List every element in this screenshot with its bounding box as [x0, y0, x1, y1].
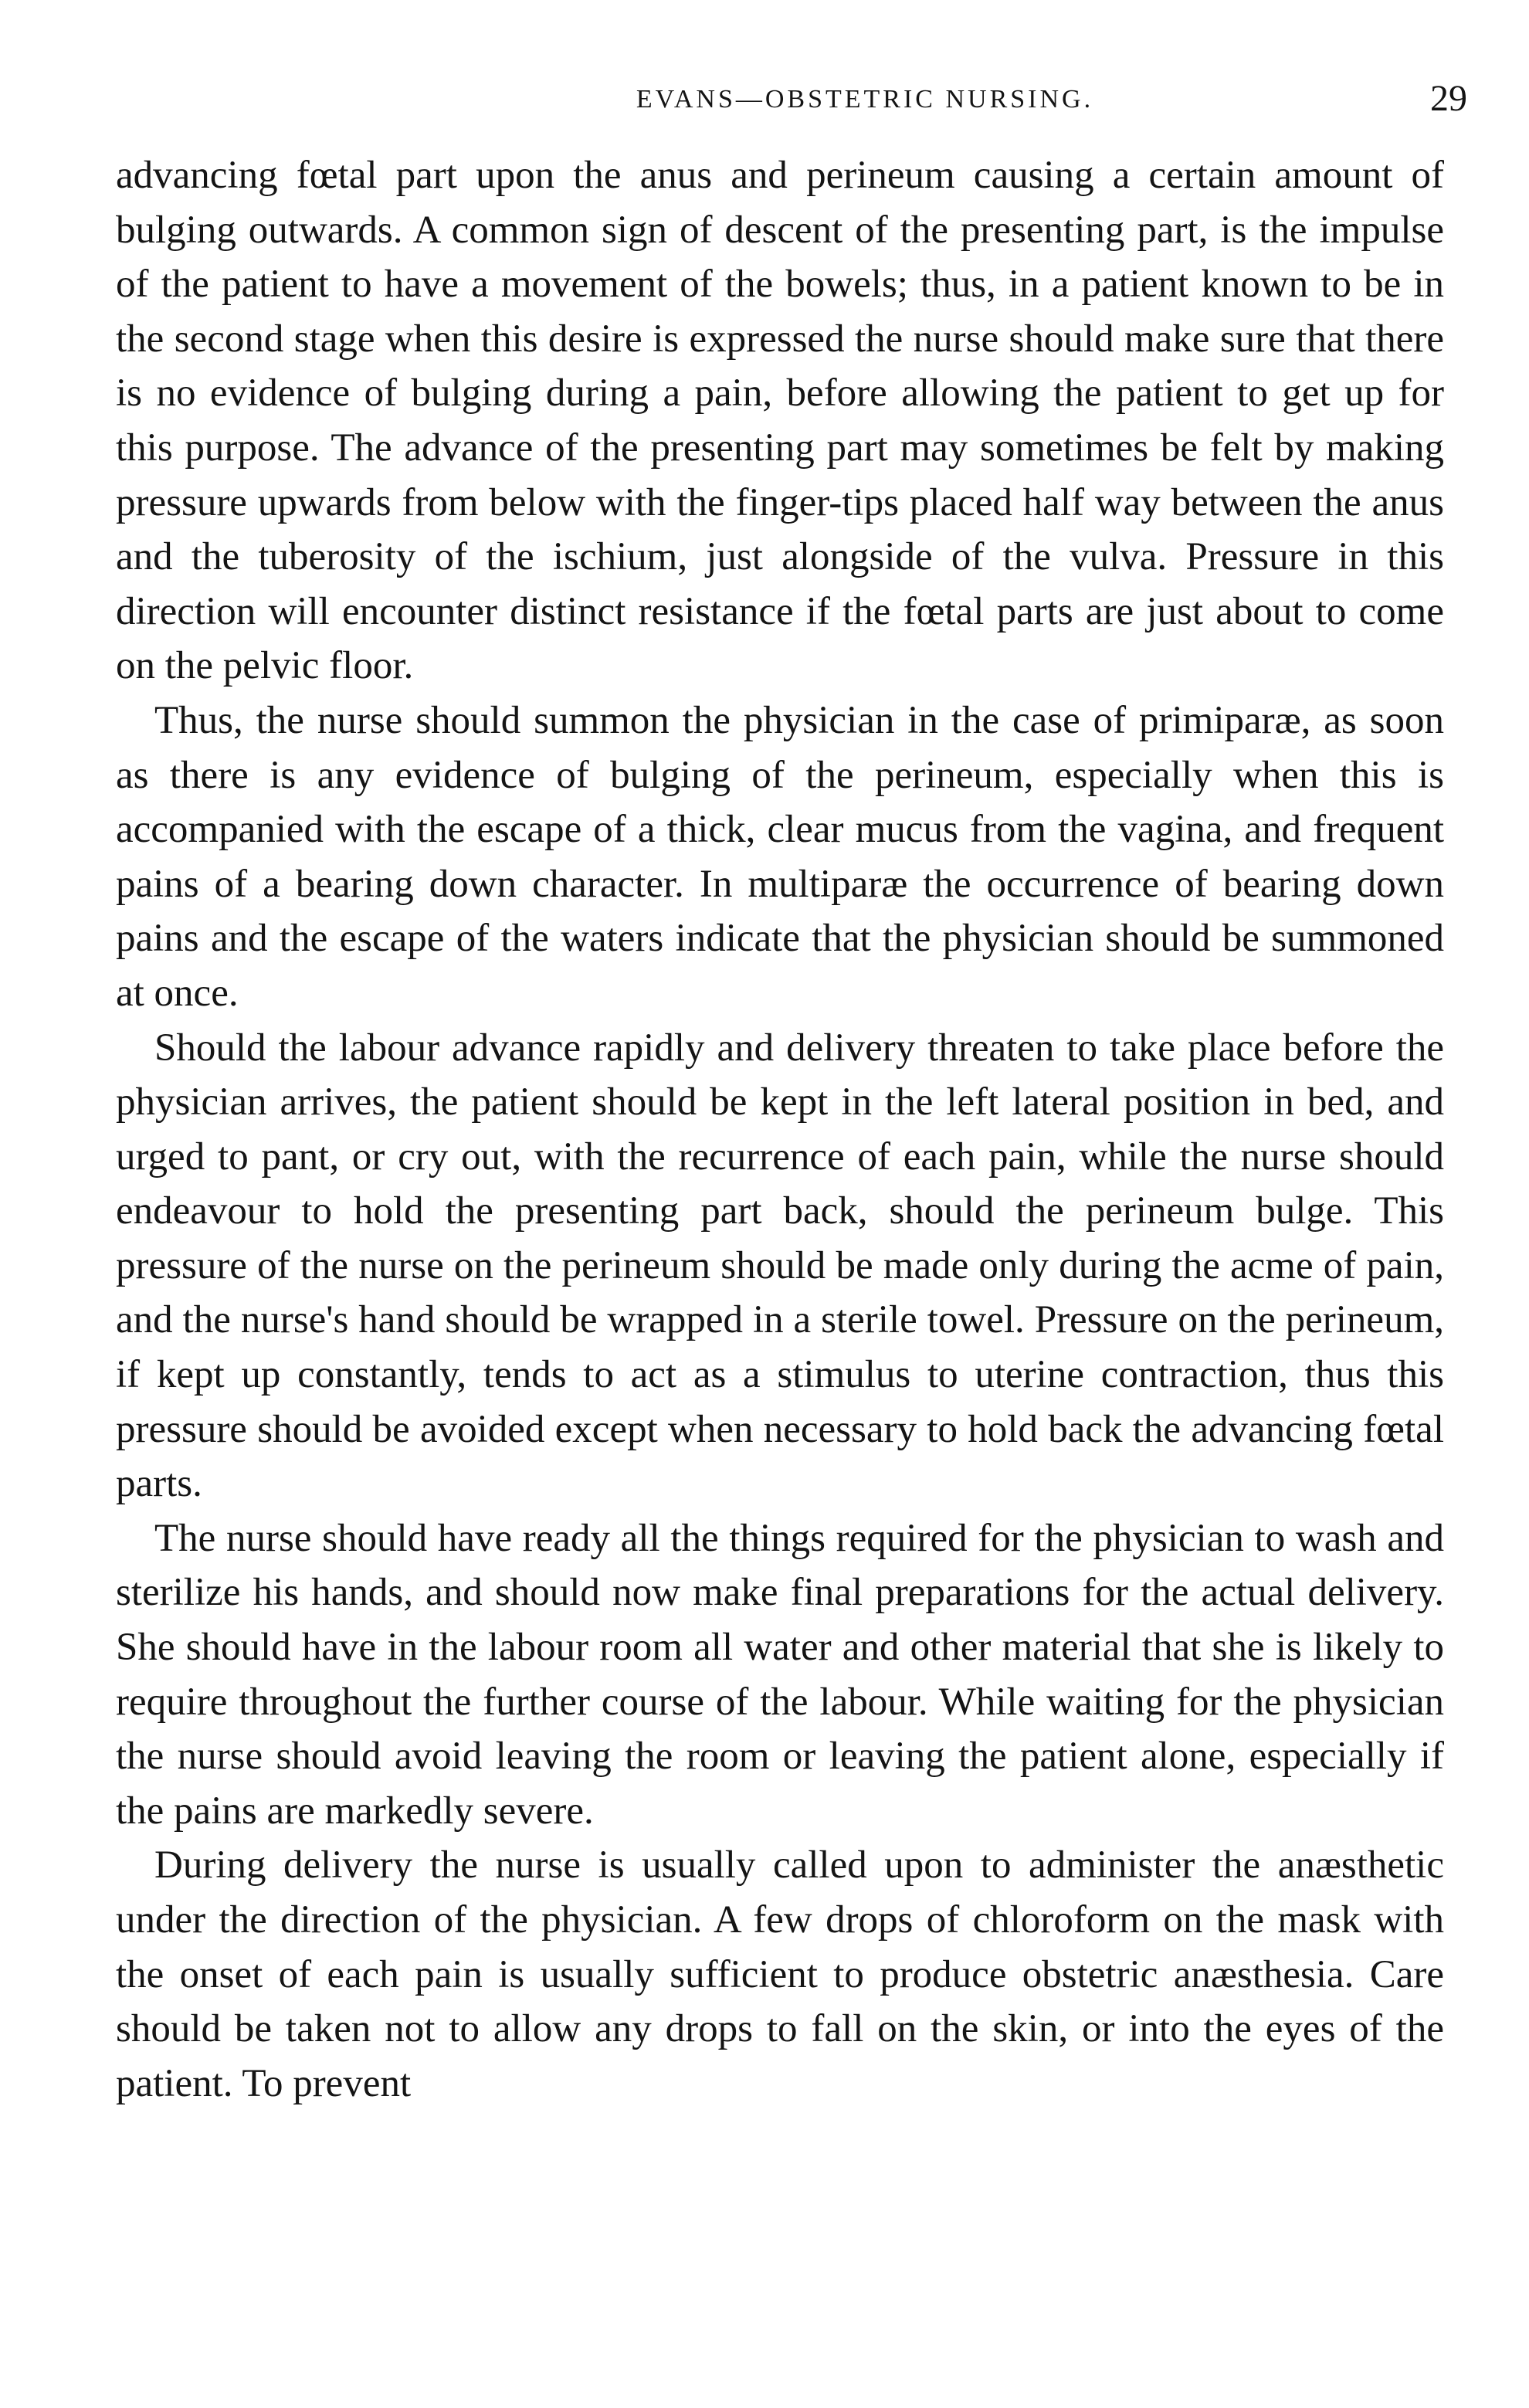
running-head-title: EVANS—OBSTETRIC NURSING.: [636, 85, 1094, 114]
body-text: [116, 148, 1444, 2111]
paragraph-rapid-labour: Should the labour advance rapidly and delivery threaten to take place before the physician arrives, the patient should be kept in the left lateral position in bed, and urged to pant, or cry out, with the recurrence of each pain, while the nurse should endeavour to hold the presenting part back, should the perineum bulge. This pressure of the nurse on the perineum should be made only during the acme of pain, and the nurse's hand should be wrapped in a sterile towel. Pressure on the perineum, if kept up constantly, tends to act as a stimulus to uterine contraction, thus this pressure should be avoided except when necessary to hold back the advancing fœtal parts.: [116, 1026, 1444, 1506]
page-number: 29: [1430, 78, 1467, 119]
paragraph-summon-physician: Thus, the nurse should summon the physician in the case of primiparæ, as soon as there is any evidence of bulging of the perineum, especially when this is accompanied with the escape of a thick, clear mucus from the vagina, and frequent pains of a bearing down character. In multiparæ the occurrence of bearing down pains and the escape of the waters indicate that the physician should be summoned at once.: [116, 698, 1444, 1015]
paragraph-anaesthetic: During delivery the nurse is usually called upon to administer the anæsthetic under the direction of the physician. A few drops of chloroform on the mask with the onset of each pain is usually sufficient to produce obstetric anæsthesia. Care should be taken not to allow any drops to fall on the skin, or into the eyes of the patient. To prevent: [116, 1843, 1444, 2105]
paragraph-continued: advancing fœtal part upon the anus and perineum causing a certain amount of bulging outwards. A common sign of descent of the presenting part, is the impulse of the patient to have a movement of the bowels; thus, in a patient known to be in the second stage when this desire is expressed the nurse should make sure that there is no evidence of bulging during a pain, before allowing the patient to get up for this purpose. The advance of the presenting part may sometimes be felt by making pressure upwards from below with the finger-tips placed half way between the anus and the tuberosity of the ischium, just alongside of the vulva. Pressure in this direction will encounter distinct resistance if the fœtal parts are just about to come on the pelvic floor.: [116, 154, 1444, 688]
paragraph-preparations: The nurse should have ready all the things required for the physician to wash and sterilize his hands, and should now make final preparations for the actual delivery. She should have in the labour room all water and other material that she is likely to require throughout the further course of the labour. While waiting for the physician the nurse should avoid leaving the room or leaving the patient alone, especially if the pains are markedly severe.: [116, 1516, 1444, 1833]
running-head: [116, 77, 1467, 131]
